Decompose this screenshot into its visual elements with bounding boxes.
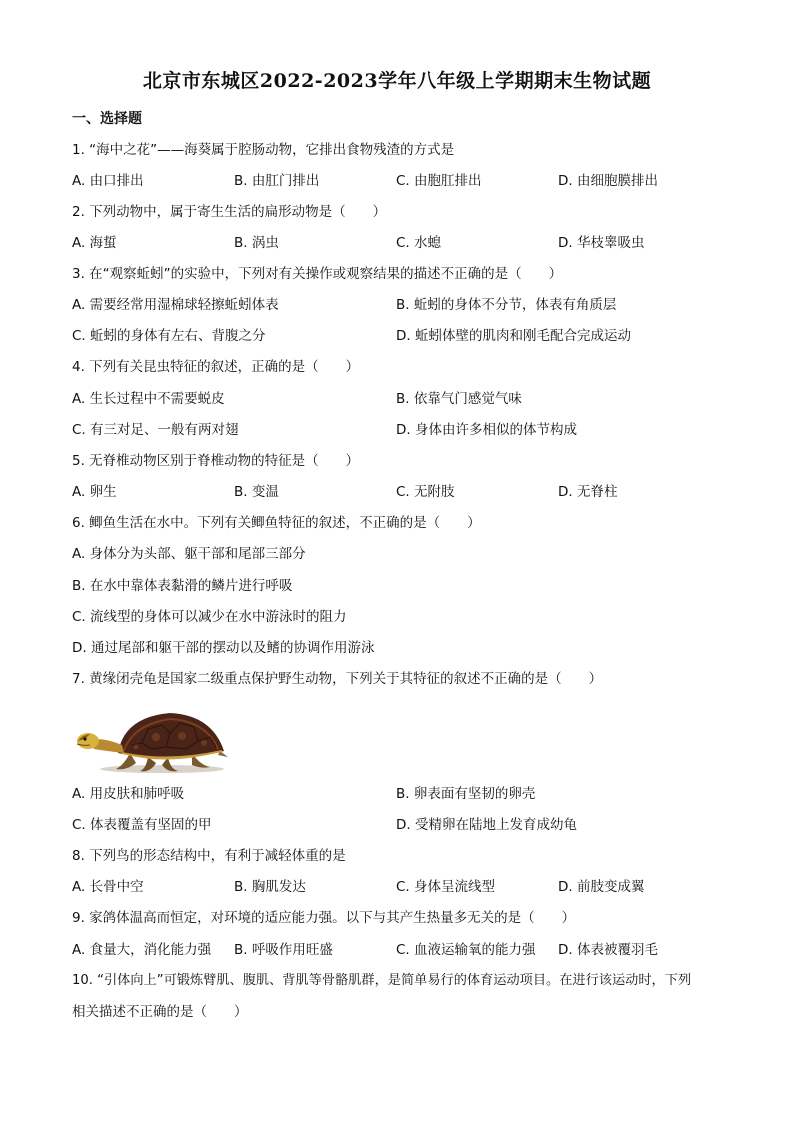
- option-b: B. 由肛门排出: [234, 173, 320, 189]
- option-c: C. 有三对足、一般有两对翅: [72, 422, 239, 438]
- option-a: A. 生长过程中不需要蜕皮: [72, 391, 225, 407]
- option-b: B. 胸肌发达: [234, 879, 306, 895]
- question-stem: 10. “引体向上”可锻炼臂肌、腹肌、背肌等骨骼肌群，是简单易行的体育运动项目。在进行该运动时，下列: [72, 973, 692, 988]
- option-a: A. 用皮肤和肺呼吸: [72, 786, 185, 802]
- option-d: D. 由细胞膜排出: [558, 173, 658, 189]
- option-d: D. 受精卵在陆地上发育成幼龟: [396, 817, 577, 833]
- question-stem: 3. 在“观察蚯蚓”的实验中，下列对有关操作或观察结果的描述不正确的是（ ）: [72, 266, 563, 282]
- question-stem: 5. 无脊椎动物区别于脊椎动物的特征是（ ）: [72, 453, 360, 469]
- question-stem-continued: 相关描述不正确的是（ ）: [72, 1004, 248, 1020]
- question-stem: 7. 黄缘闭壳龟是国家二级重点保护野生动物，下列关于其特征的叙述不正确的是（ ）: [72, 671, 603, 687]
- question-stem: 9. 家鸽体温高而恒定，对环境的适应能力强。以下与其产生热量多无关的是（ ）: [72, 910, 576, 926]
- option-d: D. 前肢变成翼: [558, 879, 645, 895]
- option-b: B. 变温: [234, 484, 279, 500]
- page-title: 北京市东城区2022-2023学年八年级上学期期末生物试题: [142, 70, 652, 92]
- option-b: B. 呼吸作用旺盛: [234, 942, 333, 958]
- option-a: A. 由口排出: [72, 173, 144, 189]
- option-d: D. 通过尾部和躯干部的摆动以及鳍的协调作用游泳: [72, 640, 375, 656]
- question-stem: 1. “海中之花”——海葵属于腔肠动物，它排出食物残渣的方式是: [72, 142, 455, 158]
- option-a: A. 需要经常用湿棉球轻擦蚯蚓体表: [72, 297, 279, 313]
- option-b: B. 涡虫: [234, 235, 279, 251]
- option-c: C. 无附肢: [396, 484, 455, 500]
- option-c: C. 流线型的身体可以减少在水中游泳时的阻力: [72, 609, 347, 625]
- question-stem: 4. 下列有关昆虫特征的叙述，正确的是（ ）: [72, 359, 360, 375]
- option-a: A. 身体分为头部、躯干部和尾部三部分: [72, 546, 306, 562]
- option-c: C. 水螅: [396, 235, 442, 251]
- option-a: A. 长骨中空: [72, 879, 144, 895]
- option-c: C. 身体呈流线型: [396, 879, 496, 895]
- turtle-illustration: [72, 703, 230, 775]
- option-c: C. 由胞肛排出: [396, 173, 482, 189]
- option-d: D. 蚯蚓体壁的肌肉和刚毛配合完成运动: [396, 328, 631, 344]
- option-b: B. 依靠气门感觉气味: [396, 391, 522, 407]
- option-d: D. 无脊柱: [558, 484, 618, 500]
- option-b: B. 卵表面有坚韧的卵壳: [396, 786, 536, 802]
- option-a: A. 卵生: [72, 484, 117, 500]
- option-d: D. 体表被覆羽毛: [558, 942, 658, 958]
- question-stem: 6. 鲫鱼生活在水中。下列有关鲫鱼特征的叙述，不正确的是（ ）: [72, 515, 481, 531]
- option-a: A. 海蜇: [72, 235, 117, 251]
- option-a: A. 食量大，消化能力强: [72, 942, 212, 958]
- question-stem: 8. 下列鸟的形态结构中，有利于减轻体重的是: [72, 848, 346, 864]
- option-c: C. 蚯蚓的身体有左右、背腹之分: [72, 328, 266, 344]
- option-d: D. 身体由许多相似的体节构成: [396, 422, 577, 438]
- option-c: C. 血液运输氧的能力强: [396, 942, 536, 958]
- option-c: C. 体表覆盖有坚固的甲: [72, 817, 212, 833]
- section-heading: 一、选择题: [72, 111, 142, 127]
- option-d: D. 华枝睾吸虫: [558, 235, 645, 251]
- option-b: B. 在水中靠体表黏滑的鳞片进行呼吸: [72, 578, 293, 594]
- option-b: B. 蚯蚓的身体不分节，体表有角质层: [396, 297, 617, 313]
- question-stem: 2. 下列动物中，属于寄生生活的扁形动物是（ ）: [72, 204, 387, 220]
